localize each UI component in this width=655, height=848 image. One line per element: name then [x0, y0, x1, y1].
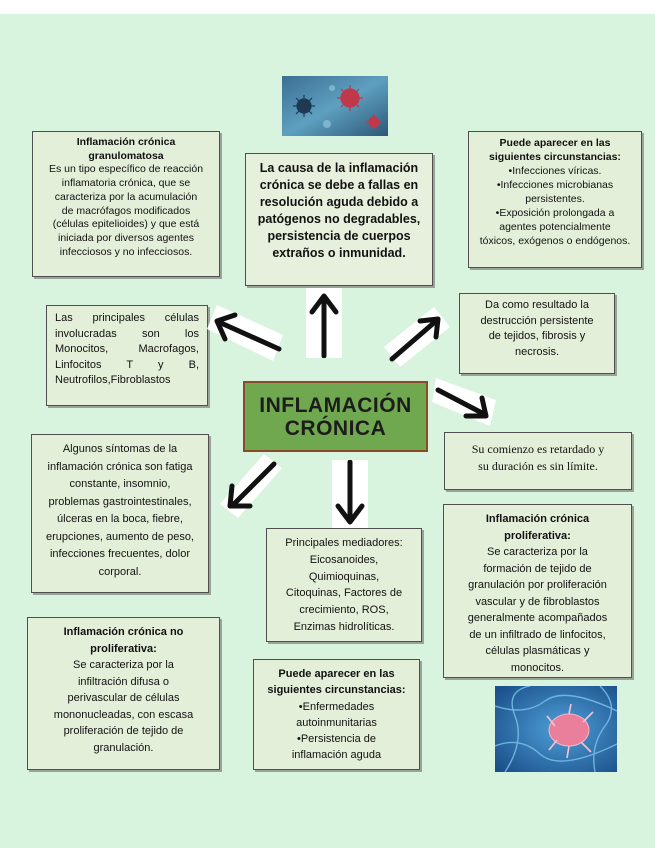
cells-line: Linfocitos T y B, [55, 358, 199, 371]
proliferative-line: granulación por proliferación [468, 579, 607, 591]
symptoms-line: inflamación crónica son fatiga [47, 460, 193, 473]
circumstances-bottom-line: autoinmunitarias [296, 716, 377, 729]
mediators-line: Quimioquinas, [308, 570, 380, 583]
circumstances-top-box [468, 131, 642, 268]
symptoms-box [31, 434, 209, 593]
proliferative-line: Se caracteriza por la [487, 546, 588, 558]
proliferative-title: proliferativa: [504, 529, 571, 542]
arrow-down [332, 460, 368, 528]
arrow-right-down [432, 378, 496, 426]
proliferative-line: formación de tejido de [483, 562, 592, 575]
circumstances-top-line: agentes potencialmente [499, 221, 611, 233]
mediators-line: Citoquinas, Factores de [285, 587, 403, 600]
proliferative-line: generalmente acompañados [467, 612, 608, 624]
circumstances-top-line: persistentes. [525, 193, 585, 205]
granulomatous-box [32, 131, 220, 277]
granulomatous-line: (células epitelioides) y que está [52, 218, 200, 231]
circumstances-top-line: tóxicos, exógenos o endógenos. [479, 235, 631, 247]
proliferative-line: monocitos. [510, 661, 565, 674]
circumstances-top-title: Puede aparecer en las [499, 137, 611, 149]
result-line: necrosis. [514, 345, 560, 358]
onset-line: Su comienzo es retardado y [471, 442, 605, 456]
circumstances-bottom-line: •Persistencia de [296, 733, 377, 746]
result-box [459, 293, 615, 374]
nonproliferative-line: granulación. [93, 741, 154, 754]
proliferative-box [443, 504, 632, 678]
granulomatous-line: infecciosos y no infecciosos. [59, 245, 193, 258]
cell-image [495, 686, 617, 772]
nonproliferative-line: proliferación de tejido de [63, 725, 184, 737]
symptoms-line: corporal. [98, 565, 142, 578]
cells-box [46, 305, 208, 406]
result-line: destrucción persistente [480, 314, 594, 327]
cause-box [245, 153, 433, 286]
arrow-up-right [384, 307, 450, 367]
cells-line: Neutrofilos,Fibroblastos [55, 374, 171, 387]
nonproliferative-line: mononucleadas, con escasa [53, 708, 194, 721]
circumstances-top-title: siguientes circunstancias: [489, 151, 621, 163]
circumstances-bottom-box [253, 659, 420, 770]
proliferative-line: vascular y de fibroblastos [475, 595, 600, 608]
onset-box [444, 432, 632, 490]
nonproliferative-line: perivascular de células [67, 692, 180, 704]
onset-line: su duración es sin límite. [478, 459, 598, 473]
nonproliferative-title: proliferativa: [90, 642, 157, 655]
central-topic-line: CRÓNICA [284, 416, 387, 440]
proliferative-line: células plasmáticas y [485, 645, 590, 657]
proliferative-line: de un infiltrado de linfocitos, [469, 628, 606, 641]
cause-line: crónica se debe a fallas en [259, 178, 419, 192]
result-line: Da como resultado la [485, 299, 589, 311]
nonproliferative-line: infiltración difusa o [77, 675, 170, 688]
symptoms-line: problemas gastrointestinales, [48, 495, 192, 508]
symptoms-line: erupciones, aumento de peso, [46, 530, 194, 543]
circumstances-bottom-line: inflamación aguda [291, 749, 382, 762]
mediators-line: Principales mediadores: [285, 537, 403, 549]
circumstances-bottom-line: •Enfermedades [298, 700, 375, 713]
symptoms-line: constante, insomnio, [69, 478, 171, 490]
circumstances-top-line: •Exposición prolongada a [495, 207, 615, 219]
nonproliferative-line: Se caracteriza por la [73, 659, 174, 671]
granulomatous-line: inflamatoria crónica, que se [61, 177, 191, 190]
cells-line: Monocitos, Macrofagos, [55, 343, 199, 356]
arrow-up [306, 288, 342, 358]
circumstances-bottom-title: Puede aparecer en las [278, 668, 395, 680]
circumstances-top-line: •Infecciones microbianas [496, 179, 614, 191]
granulomatous-line: iniciada por diversos agentes [58, 231, 194, 244]
nonproliferative-box [27, 617, 220, 770]
central-topic [243, 381, 428, 452]
virus-image [282, 76, 388, 136]
symptoms-line: úlceras en la boca, fiebre, [57, 513, 183, 525]
granulomatous-line: Es un tipo específico de reacción [48, 163, 204, 176]
granulomatous-line: caracteriza por la acumulación [54, 190, 198, 203]
granulomatous-title: granulomatosa [88, 149, 164, 162]
arrow-up-left [207, 305, 283, 361]
symptoms-line: infecciones frecuentes, dolor [49, 548, 191, 560]
circumstances-top-line: •Infecciones víricas. [508, 165, 602, 177]
cause-line: extraños o inmunidad. [272, 246, 406, 260]
cells-line: involucradas son los [55, 327, 199, 340]
cells-line: Las principales células [55, 312, 199, 324]
circumstances-bottom-title: siguientes circunstancias: [267, 684, 406, 697]
proliferative-title: Inflamación crónica [485, 513, 590, 525]
arrow-down-left [220, 454, 282, 518]
symptoms-line: Algunos síntomas de la [62, 443, 178, 455]
granulomatous-title: Inflamación crónica [76, 136, 176, 148]
nonproliferative-title: Inflamación crónica no [63, 626, 184, 638]
cause-line: resolución aguda debido a [259, 195, 419, 209]
cause-line: persistencia de cuerpos [267, 229, 411, 243]
result-line: de tejidos, fibrosis y [488, 330, 586, 342]
mediators-line: Enzimas hidrolíticas. [293, 620, 395, 633]
granulomatous-line: de macrófagos modificados [61, 204, 191, 217]
cause-line: patógenos no degradables, [257, 212, 421, 226]
mediators-box [266, 528, 422, 642]
cause-line: La causa de la inflamación [259, 161, 419, 175]
mediators-line: Eicosanoides, [309, 553, 379, 566]
central-topic-line: INFLAMACIÓN [259, 393, 412, 417]
mediators-line: crecimiento, ROS, [299, 604, 389, 617]
